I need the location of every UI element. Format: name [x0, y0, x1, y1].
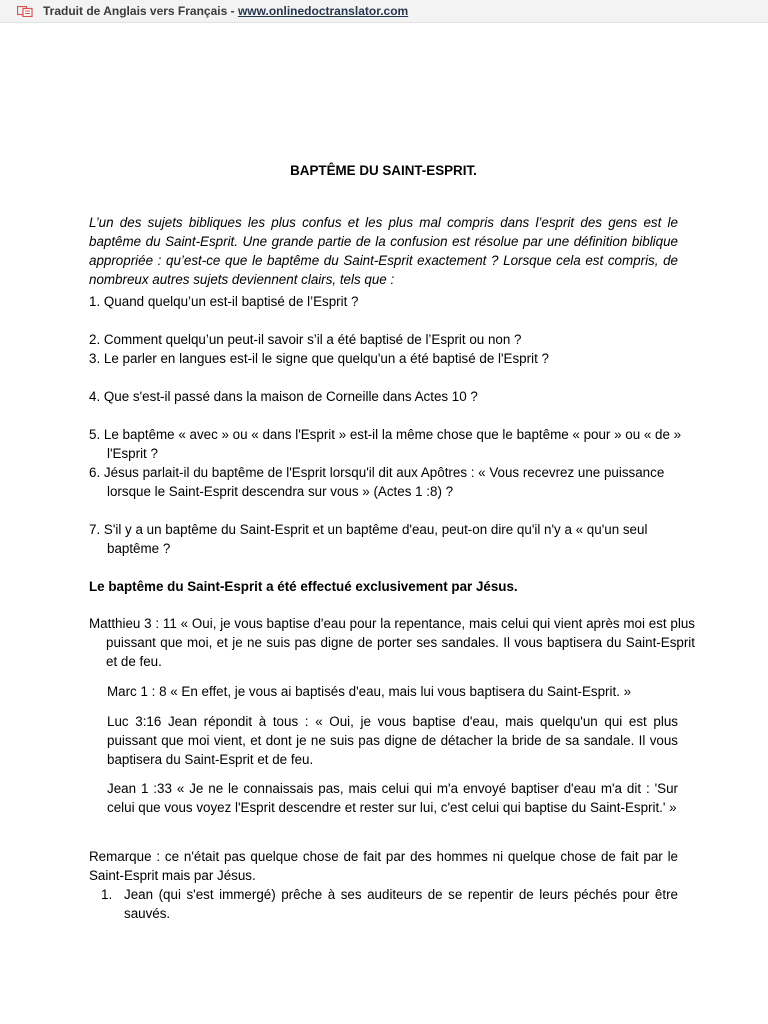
translator-link[interactable]: www.onlinedoctranslator.com [237, 4, 409, 18]
list-item-text: Jean (qui s'est immergé) prêche à ses auditeurs de se repentir de leurs péchés pour être sauvés. [124, 887, 678, 921]
question-item: 6. Jésus parlait-il du baptême de l'Esprit lorsqu'il dit aux Apôtres : « Vous recevrez une puissance lorsque le Saint-Esprit descendra sur vous » (Actes 1 :8) ? [89, 465, 665, 499]
verse-marc: Marc 1 : 8 « En effet, je vous ai baptisés d'eau, mais lui vous baptisera du Saint-Esprit. » [107, 684, 632, 699]
document-title: BAPTÊME DU SAINT-ESPRIT. [290, 163, 477, 178]
translation-banner [0, 0, 768, 23]
question-item: 4. Que s'est-il passé dans la maison de Corneille dans Actes 10 ? [89, 389, 478, 404]
remark-paragraph: Remarque : ce n'était pas quelque chose de fait par des hommes ni quelque chose de fait par le Saint-Esprit mais par Jésus. [89, 849, 678, 883]
question-item: 2. Comment quelqu’un peut-il savoir s’il a été baptisé de l’Esprit ou non ? [89, 332, 522, 347]
verse-luc: Luc 3:16 Jean répondit à tous : « Oui, je vous baptise d'eau, mais quelqu'un qui est plus puissant que moi vient, et dont je ne suis pas digne de détacher la bride de sa sandale. Il vous baptisera du Saint-Esprit et de feu. [107, 714, 678, 767]
intro-paragraph: L’un des sujets bibliques les plus confus et les plus mal compris dans l’esprit des gens est le baptême du Saint-Esprit. Une grande partie de la confusion est résolue par une définition biblique appropriée : qu’est-ce que le baptême du Saint-Esprit exactement ? Lorsque cela est compris, de nombreux autres sujets deviennent clairs, tels que : [89, 215, 678, 287]
translation-banner-text: Traduit de Anglais vers Français - [43, 4, 238, 18]
translator-logo-icon [17, 6, 33, 17]
question-item: 7. S'il y a un baptême du Saint-Esprit et un baptême d'eau, peut-on dire qu'il n'y a « qu'un seul baptême ? [89, 522, 648, 556]
verse-jean: Jean 1 :33 « Je ne le connaissais pas, mais celui qui m'a envoyé baptiser d'eau m'a dit : 'Sur celui que vous voyez l'Esprit descendre et rester sur lui, c'est celui qui baptise du Saint-Esprit.' » [107, 781, 678, 815]
question-item: 5. Le baptême « avec » ou « dans l'Esprit » est-il la même chose que le baptême « pour » ou « de » l'Esprit ? [89, 427, 682, 461]
list-item [89, 885, 678, 925]
question-item: 3. Le parler en langues est-il le signe que quelqu'un a été baptisé de l'Esprit ? [89, 351, 549, 366]
list-item-number: 1. [101, 887, 113, 902]
section-heading: Le baptême du Saint-Esprit a été effectué exclusivement par Jésus. [89, 579, 518, 594]
verse-matthieu: Matthieu 3 : 11 « Oui, je vous baptise d'eau pour la repentance, mais celui qui vient après moi est plus puissant que moi, et je ne suis pas digne de porter ses sandales. Il vous baptisera du Saint-Esprit et de feu. [89, 616, 695, 669]
question-item: 1. Quand quelqu’un est-il baptisé de l’Esprit ? [89, 294, 359, 309]
